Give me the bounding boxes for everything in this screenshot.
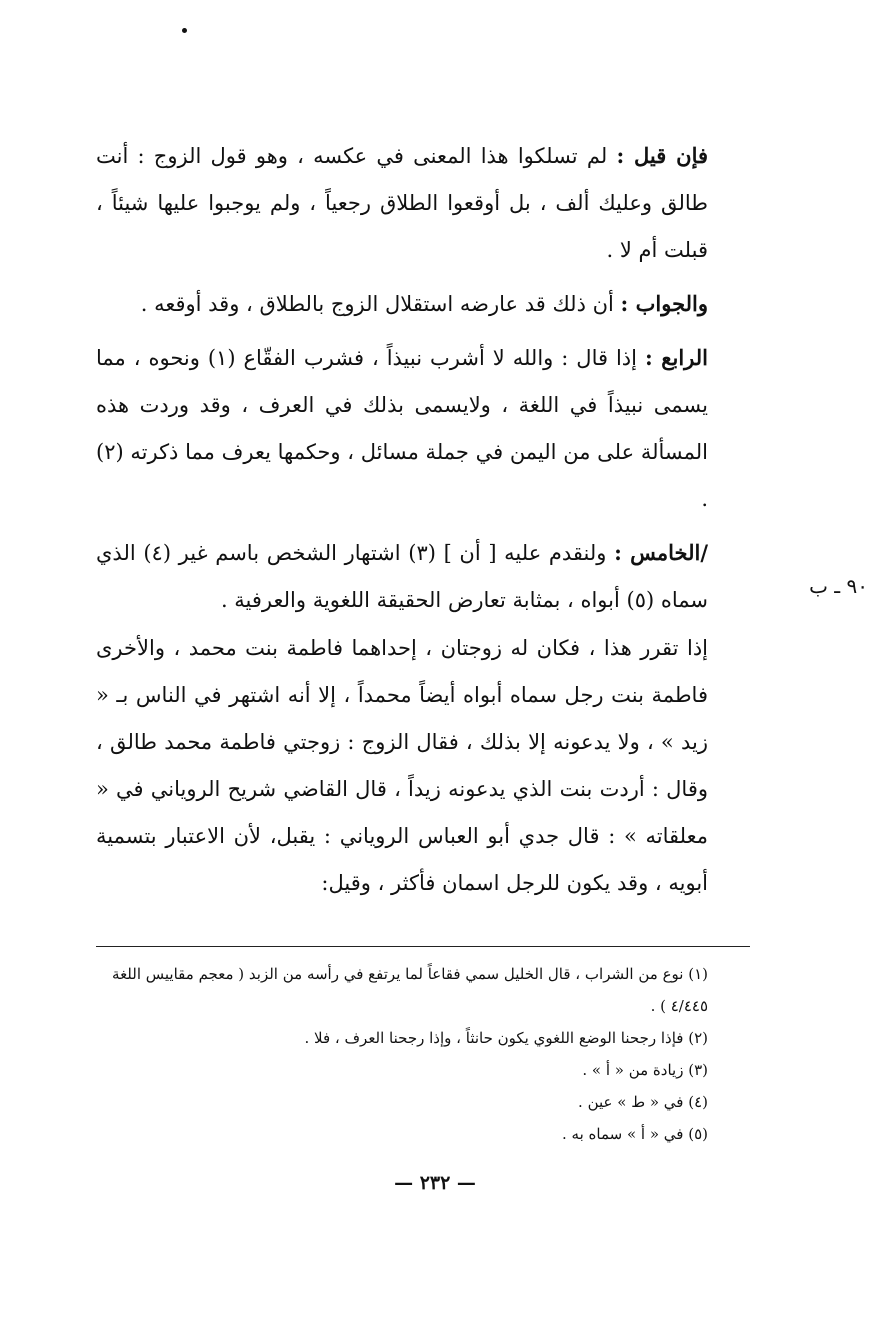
paragraph bbox=[96, 334, 708, 523]
footnote: (٤) في « ط » عين . bbox=[578, 1093, 708, 1111]
footnote: (٢) فإذا رجحنا الوضع اللغوي يكون حانثاً ، وإذا رجحنا العرف ، فلا . bbox=[304, 1029, 708, 1047]
paragraph-lead: فإن قيل : bbox=[616, 143, 709, 168]
paragraph-lead: الرابع : bbox=[644, 345, 708, 370]
paragraph-text: إذا تقرر هذا ، فكان له زوجتان ، إحداهما فاطمة بنت محمد ، والأخرى فاطمة بنت رجل سماه أبواه أيضاً محمداً ، إلا أنه اشتهر في الناس بـ « زيد » ، ولا يدعونه إلا بذلك ، فقال الزوج : زوجتي فاطمة محمد طالق ، وقال : أردت بنت الذي يدعونه زيداً ، قال القاضي شريح الروياني في « معلقاته » : قال جدي أبو العباس الروياني : يقبل، لأن الاعتبار بتسمية أبويه ، وقد يكون للرجل اسمان فأكثر ، وقيل: bbox=[96, 636, 708, 895]
paragraph-text: إذا قال : والله لا أشرب نبيذاً ، فشرب الفقّاع (١) ونحوه ، مما يسمى نبيذاً في اللغة ، ولايسمى بذلك في العرف ، وقد وردت هذه المسألة على من اليمن في جملة مسائل ، وحكمها يعرف مما ذكرته (٢) . bbox=[96, 346, 708, 511]
paragraph-text: ولنقدم عليه [ أن ] (٣) اشتهار الشخص باسم غير (٤) الذي سماه (٥) أبواه ، بمثابة تعارض الحقيقة اللغوية والعرفية . bbox=[96, 541, 708, 612]
main-text bbox=[96, 132, 708, 907]
footnote: (٥) في « أ » سماه به . bbox=[562, 1125, 708, 1143]
page-number: — ٢٣٢ — bbox=[394, 1172, 476, 1194]
ink-dot bbox=[182, 28, 187, 33]
paragraph-lead: /الخامس : bbox=[614, 540, 708, 565]
footnote-divider bbox=[96, 946, 750, 947]
manuscript-folio-note: ٩٠ ـ ب bbox=[809, 574, 868, 598]
paragraph bbox=[96, 280, 708, 328]
footnotes bbox=[96, 958, 708, 1150]
paragraph bbox=[96, 624, 708, 907]
footnote: (١) نوع من الشراب ، قال الخليل سمي فقاعاً لما يرتفع في رأسه من الزبد ( معجم مقاييس اللغة ٤/٤٤٥ ) . bbox=[112, 965, 708, 1015]
paragraph-text: لم تسلكوا هذا المعنى في عكسه ، وهو قول الزوج : أنت طالق وعليك ألف ، بل أوقعوا الطلاق رجعياً ، ولم يوجبوا عليها شيئاً ، قبلت أم لا . bbox=[96, 144, 708, 262]
paragraph-lead: والجواب : bbox=[620, 291, 708, 316]
paragraph bbox=[96, 529, 708, 624]
footnote: (٣) زيادة من « أ » . bbox=[582, 1061, 708, 1079]
paragraph-text: أن ذلك قد عارضه استقلال الزوج بالطلاق ، وقد أوقعه . bbox=[140, 292, 621, 316]
paragraph bbox=[96, 132, 708, 274]
